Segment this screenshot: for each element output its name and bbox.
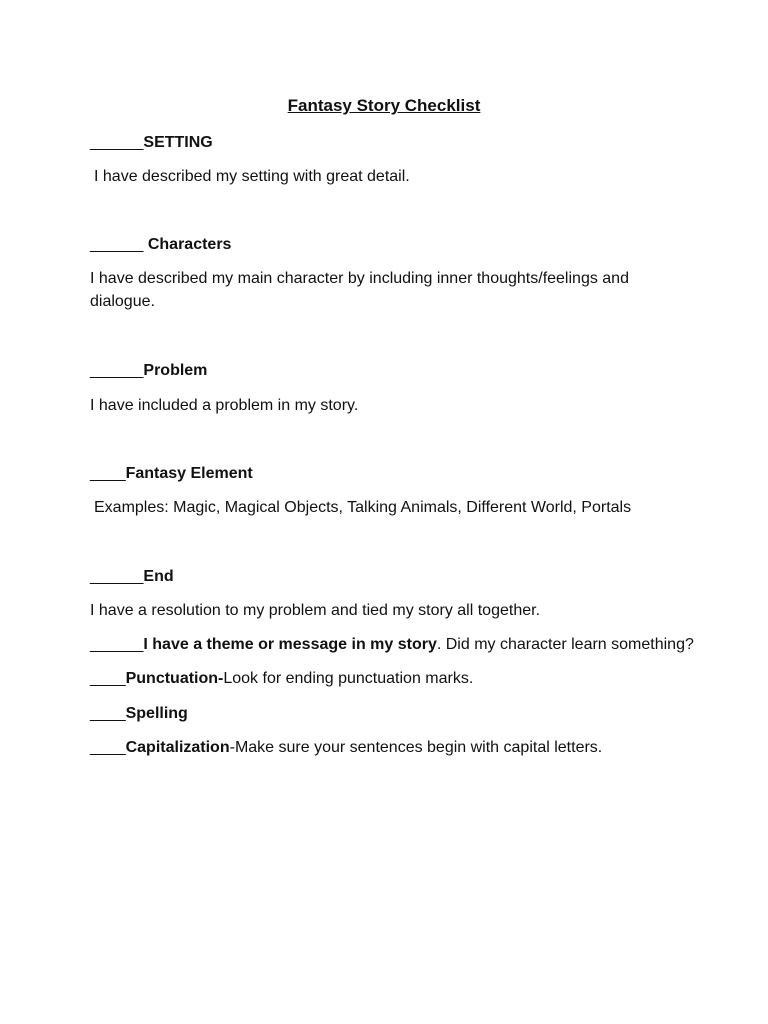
checklist-item-capitalization: [90, 736, 690, 759]
checkbox-blank[interactable]: ____: [90, 739, 126, 756]
item-heading: Capitalization: [125, 739, 230, 756]
item-text: -Make sure your sentences begin with capital letters.: [229, 739, 603, 756]
checklist-item-problem-heading: [90, 359, 690, 382]
checkbox-blank[interactable]: ______: [90, 134, 144, 151]
item-text: Look for ending punctuation marks.: [223, 670, 474, 687]
item-heading: Characters: [143, 236, 232, 253]
item-heading: Problem: [143, 362, 208, 379]
item-heading: End: [143, 568, 174, 585]
checklist-item-punctuation: [90, 667, 690, 690]
checkbox-blank[interactable]: ______: [90, 362, 144, 379]
checklist-item-theme: [90, 633, 694, 656]
checkbox-blank[interactable]: ______: [90, 636, 144, 653]
item-heading: Fantasy Element: [125, 465, 253, 482]
checklist-item-setting-text: I have described my setting with great detail.: [94, 168, 410, 185]
checkbox-blank[interactable]: ____: [90, 705, 126, 722]
item-heading: Spelling: [125, 705, 188, 722]
checklist-item-spelling: [90, 702, 690, 725]
checklist-item-characters-heading: [90, 233, 690, 256]
checklist-item-characters-text: I have described my main character by including inner thoughts/feelings and dialogue.: [90, 270, 629, 310]
checklist-item-fantasy-heading: [90, 462, 690, 485]
item-heading: SETTING: [143, 134, 213, 151]
page-title: Fantasy Story Checklist: [287, 96, 481, 115]
checkbox-blank[interactable]: ____: [90, 670, 126, 687]
item-text: . Did my character learn something?: [436, 636, 694, 653]
checklist-item-problem-text: I have included a problem in my story.: [90, 397, 359, 414]
item-heading: I have a theme or message in my story: [143, 636, 437, 653]
item-heading: Punctuation-: [125, 670, 224, 687]
checklist-item-end-text: I have a resolution to my problem and tied my story all together.: [90, 602, 541, 619]
checklist-item-end-heading: [90, 565, 690, 588]
checklist-item-setting-heading: [90, 131, 690, 154]
checkbox-blank[interactable]: ______: [90, 236, 144, 253]
checklist-item-fantasy-text: Examples: Magic, Magical Objects, Talking Animals, Different World, Portals: [94, 499, 632, 516]
checkbox-blank[interactable]: ____: [90, 465, 126, 482]
checkbox-blank[interactable]: ______: [90, 568, 144, 585]
